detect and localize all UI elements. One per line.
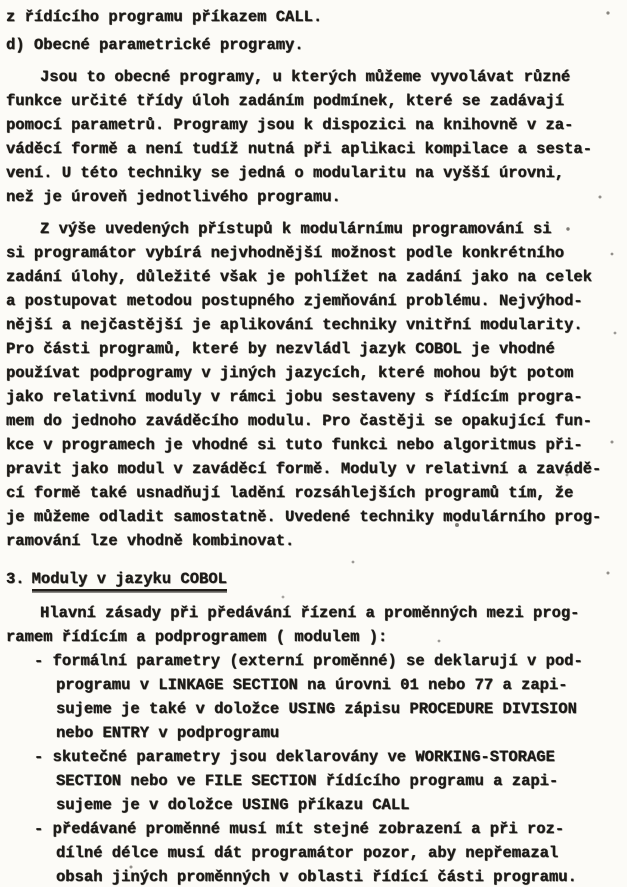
text-line: ramování lze vhodně kombinovat. (6, 532, 295, 550)
text-line: než je úroveň jednotlivého programu. (6, 188, 341, 206)
text-line: d) Obecné parametrické programy. (6, 36, 304, 54)
text-line: Hlavní zásady při předávání řízení a proměnných mezi prog- (40, 604, 580, 622)
text-line: - předávané proměnné musí mít stejné zobrazení a při roz- (34, 820, 565, 838)
text-block (6, 601, 621, 649)
section-number: 3. (6, 570, 25, 588)
text-line: jako relativní moduly v rámci jobu sestaveny s řídícím progra- (6, 388, 583, 406)
text-block (6, 217, 621, 553)
bullet-item (6, 745, 621, 817)
section-title: Moduly v jazyku COBOL (31, 570, 227, 588)
text-line: mem do jednoho zaváděcího modulu. Pro častěji se opakující fun- (6, 412, 592, 430)
bullet-item (6, 817, 621, 887)
text-block (6, 65, 621, 209)
text-line: pomocí parametrů. Programy jsou k dispozici na knihovně v za- (6, 116, 574, 134)
text-line: programu v LINKAGE SECTION na úrovni 01 nebo 77 a zapi- (56, 676, 568, 694)
text-block (6, 33, 621, 57)
text-line: si programátor vybírá nejvhodnější možnost podle konkrétního (6, 244, 565, 262)
text-line: funkce určité třídy úloh zadáním podmínek, které se zadávají (6, 92, 565, 110)
text-line: používat podprogramy v jiných jazycích, které mohou být potom (6, 364, 574, 382)
text-line: Z výše uvedených přístupů k modulárnímu programování si (40, 220, 552, 238)
text-line: zadání úlohy, důležité však je pohlížet na zadání jako na celek (6, 268, 592, 286)
text-line: - formální parametry (externí proměnné) se deklarují v pod- (34, 652, 583, 670)
text-line: vení. U této techniky se jedná o modularitu na vyšší úrovni, (6, 164, 565, 182)
text-line: SECTION nebo ve FILE SECTION řídícího programu a zapi- (56, 772, 559, 790)
bullet-item (6, 649, 621, 745)
text-line: obsah jiných proměnných v oblasti řídící části programu. (56, 868, 577, 886)
text-line: kce v programech je vhodné si tuto funkci nebo algoritmus při- (6, 436, 583, 454)
text-line: nější a nejčastější je aplikování techniky vnitřní modularity. (6, 316, 583, 334)
text-line: - skutečné parametry jsou deklarovány ve WORKING-STORAGE (34, 748, 555, 766)
text-line: váděcí formě a není tudíž nutná při aplikaci kompilace a sesta- (6, 140, 592, 158)
text-line: z řídícího programu příkazem CALL. (6, 8, 323, 26)
text-line: Pro části programů, které by nezvládl jazyk COBOL je vhodné (6, 340, 555, 358)
text-line: sujeme je v doložce USING příkazu CALL (56, 796, 410, 814)
document-text (6, 5, 621, 887)
text-line: dílné délce musí dát programátor pozor, aby nepřemazal (56, 844, 559, 862)
scan-noise-specks (0, 0, 2, 2)
text-line: a postupovat metodou postupného zjemňování problému. Nejvýhod- (6, 292, 583, 310)
text-line: cí formě také usnadňují ladění rozsáhlejších programů tím, že (6, 484, 574, 502)
text-line: nebo ENTRY v podprogramu (56, 724, 280, 742)
text-line: sujeme je také v doložce USING zápisu PROCEDURE DIVISION (56, 700, 577, 718)
text-line: Jsou to obecné programy, u kterých můžeme vyvolávat různé (40, 68, 571, 86)
text-line: ramem řídícím a podprogramem ( modulem ): (6, 628, 388, 646)
section-heading (6, 567, 621, 593)
text-line: je můžeme odladit samostatně. Uvedené techniky modulárního prog- (6, 508, 602, 526)
text-line: pravit jako modul v zaváděcí formě. Moduly v relativní a zavádě- (6, 460, 602, 478)
text-block (6, 5, 621, 29)
